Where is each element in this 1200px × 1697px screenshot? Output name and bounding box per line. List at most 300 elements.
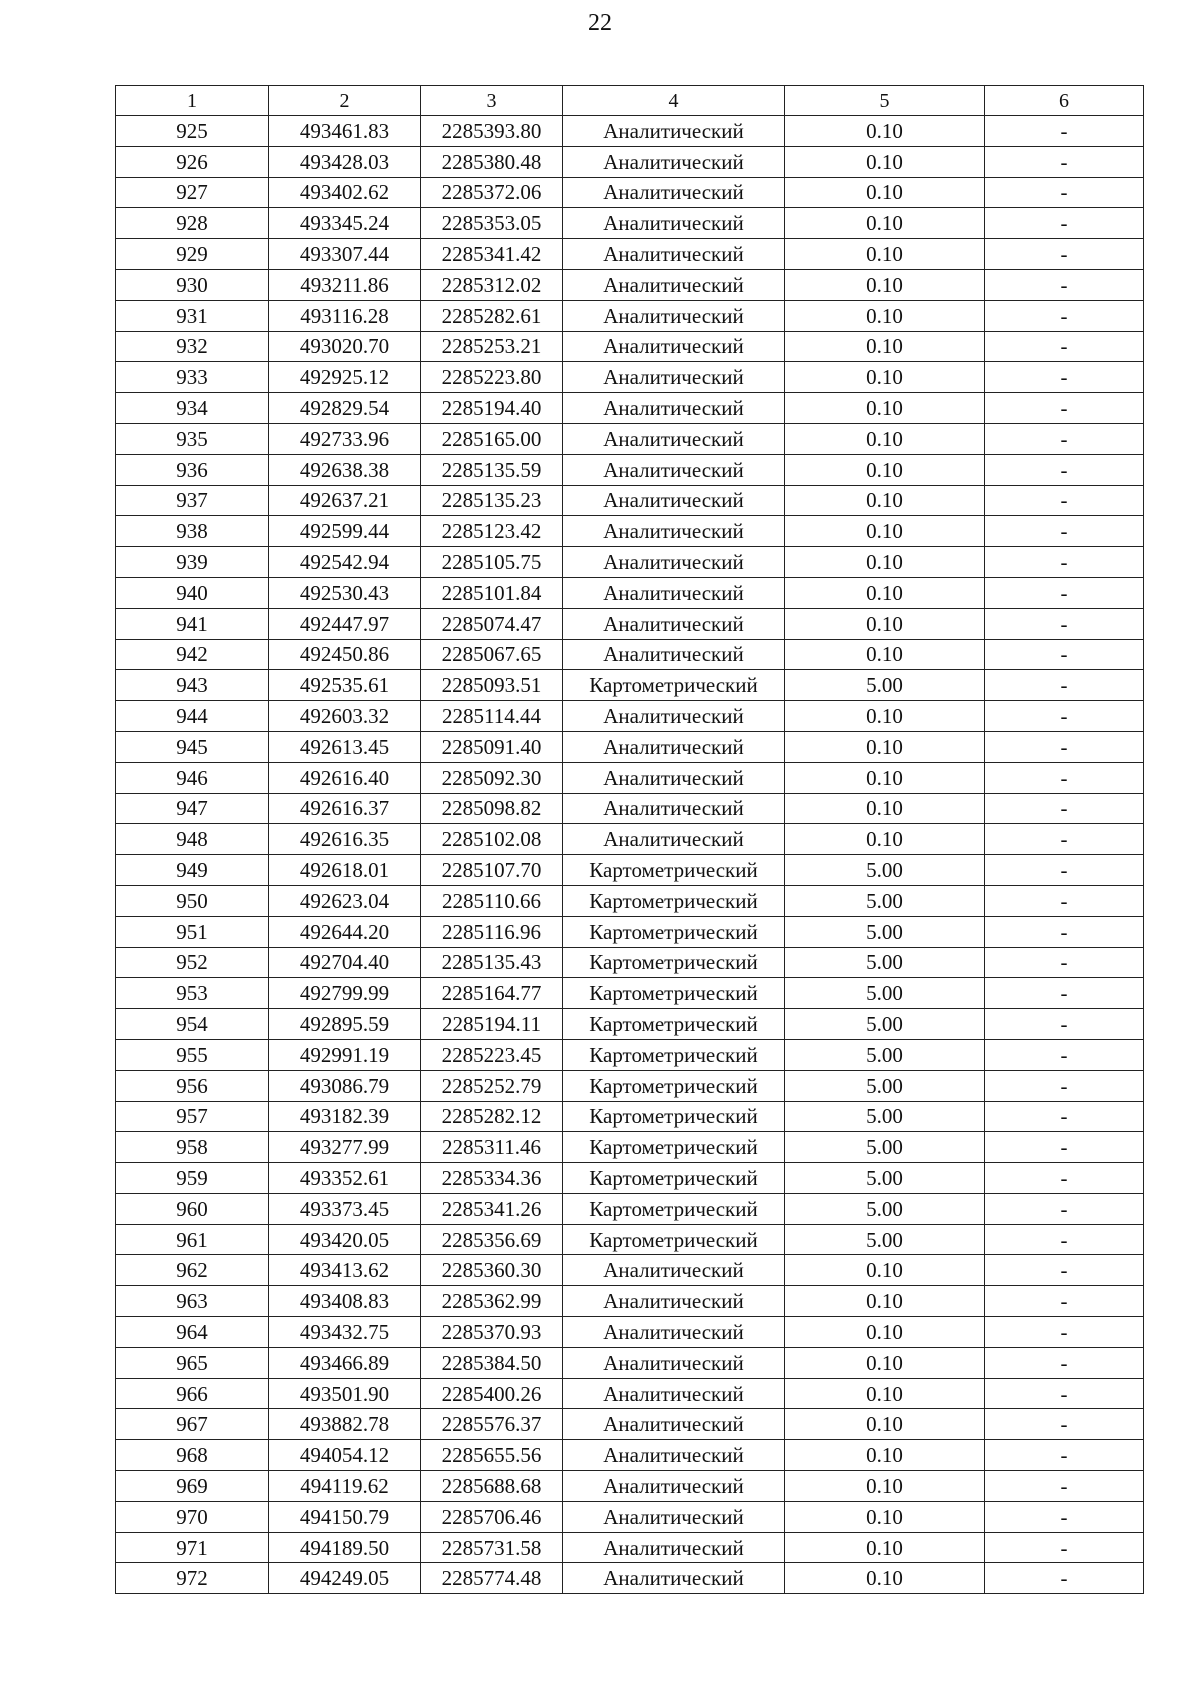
table-row <box>116 208 1144 239</box>
table-row <box>116 146 1144 177</box>
accuracy-cell: 0.10 <box>785 639 985 670</box>
method-cell: Аналитический <box>563 1409 785 1440</box>
table-row <box>116 1317 1144 1348</box>
description-cell: - <box>985 639 1144 670</box>
x-coordinate-cell: 493882.78 <box>269 1409 421 1440</box>
table-row <box>116 1378 1144 1409</box>
point-number-cell: 954 <box>116 1009 269 1040</box>
point-number-cell: 934 <box>116 393 269 424</box>
description-cell: - <box>985 1347 1144 1378</box>
accuracy-cell: 0.10 <box>785 762 985 793</box>
x-coordinate-cell: 493116.28 <box>269 300 421 331</box>
table-row <box>116 177 1144 208</box>
point-number-cell: 947 <box>116 793 269 824</box>
x-coordinate-cell: 493466.89 <box>269 1347 421 1378</box>
description-cell: - <box>985 1193 1144 1224</box>
y-coordinate-cell: 2285116.96 <box>421 916 563 947</box>
y-coordinate-cell: 2285252.79 <box>421 1070 563 1101</box>
table-row <box>116 762 1144 793</box>
column-header-description: 6 <box>985 86 1144 116</box>
x-coordinate-cell: 493307.44 <box>269 239 421 270</box>
y-coordinate-cell: 2285135.43 <box>421 947 563 978</box>
method-cell: Аналитический <box>563 1440 785 1471</box>
y-coordinate-cell: 2285688.68 <box>421 1471 563 1502</box>
accuracy-cell: 5.00 <box>785 1193 985 1224</box>
y-coordinate-cell: 2285114.44 <box>421 701 563 732</box>
description-cell: - <box>985 793 1144 824</box>
x-coordinate-cell: 493020.70 <box>269 331 421 362</box>
method-cell: Аналитический <box>563 177 785 208</box>
table-row <box>116 577 1144 608</box>
y-coordinate-cell: 2285067.65 <box>421 639 563 670</box>
point-number-cell: 941 <box>116 608 269 639</box>
method-cell: Аналитический <box>563 485 785 516</box>
point-number-cell: 933 <box>116 362 269 393</box>
accuracy-cell: 0.10 <box>785 516 985 547</box>
description-cell: - <box>985 1009 1144 1040</box>
x-coordinate-cell: 493086.79 <box>269 1070 421 1101</box>
description-cell: - <box>985 1317 1144 1348</box>
y-coordinate-cell: 2285164.77 <box>421 978 563 1009</box>
accuracy-cell: 0.10 <box>785 793 985 824</box>
description-cell: - <box>985 1409 1144 1440</box>
point-number-cell: 925 <box>116 116 269 147</box>
table-row <box>116 269 1144 300</box>
accuracy-cell: 5.00 <box>785 670 985 701</box>
x-coordinate-cell: 494119.62 <box>269 1471 421 1502</box>
table-row <box>116 1224 1144 1255</box>
y-coordinate-cell: 2285092.30 <box>421 762 563 793</box>
y-coordinate-cell: 2285370.93 <box>421 1317 563 1348</box>
method-cell: Аналитический <box>563 608 785 639</box>
table-row <box>116 608 1144 639</box>
y-coordinate-cell: 2285101.84 <box>421 577 563 608</box>
table-row <box>116 423 1144 454</box>
accuracy-cell: 0.10 <box>785 1532 985 1563</box>
accuracy-cell: 0.10 <box>785 300 985 331</box>
accuracy-cell: 0.10 <box>785 116 985 147</box>
point-number-cell: 948 <box>116 824 269 855</box>
x-coordinate-cell: 492895.59 <box>269 1009 421 1040</box>
point-number-cell: 932 <box>116 331 269 362</box>
y-coordinate-cell: 2285774.48 <box>421 1563 563 1594</box>
description-cell: - <box>985 608 1144 639</box>
x-coordinate-cell: 492542.94 <box>269 547 421 578</box>
description-cell: - <box>985 269 1144 300</box>
y-coordinate-cell: 2285372.06 <box>421 177 563 208</box>
description-cell: - <box>985 1501 1144 1532</box>
x-coordinate-cell: 492535.61 <box>269 670 421 701</box>
description-cell: - <box>985 116 1144 147</box>
method-cell: Аналитический <box>563 1286 785 1317</box>
point-number-cell: 971 <box>116 1532 269 1563</box>
method-cell: Аналитический <box>563 824 785 855</box>
y-coordinate-cell: 2285135.23 <box>421 485 563 516</box>
x-coordinate-cell: 493182.39 <box>269 1101 421 1132</box>
point-number-cell: 968 <box>116 1440 269 1471</box>
method-cell: Аналитический <box>563 577 785 608</box>
x-coordinate-cell: 492613.45 <box>269 731 421 762</box>
x-coordinate-cell: 492616.40 <box>269 762 421 793</box>
point-number-cell: 929 <box>116 239 269 270</box>
method-cell: Картометрический <box>563 885 785 916</box>
table-row <box>116 885 1144 916</box>
method-cell: Аналитический <box>563 116 785 147</box>
point-number-cell: 944 <box>116 701 269 732</box>
point-number-cell: 945 <box>116 731 269 762</box>
method-cell: Картометрический <box>563 1101 785 1132</box>
point-number-cell: 930 <box>116 269 269 300</box>
method-cell: Картометрический <box>563 1224 785 1255</box>
description-cell: - <box>985 331 1144 362</box>
table-row <box>116 639 1144 670</box>
method-cell: Аналитический <box>563 701 785 732</box>
description-cell: - <box>985 1471 1144 1502</box>
point-number-cell: 931 <box>116 300 269 331</box>
table-row <box>116 239 1144 270</box>
y-coordinate-cell: 2285282.12 <box>421 1101 563 1132</box>
accuracy-cell: 0.10 <box>785 608 985 639</box>
description-cell: - <box>985 393 1144 424</box>
accuracy-cell: 5.00 <box>785 1070 985 1101</box>
accuracy-cell: 0.10 <box>785 577 985 608</box>
accuracy-cell: 0.10 <box>785 1317 985 1348</box>
point-number-cell: 937 <box>116 485 269 516</box>
y-coordinate-cell: 2285341.26 <box>421 1193 563 1224</box>
y-coordinate-cell: 2285110.66 <box>421 885 563 916</box>
description-cell: - <box>985 1163 1144 1194</box>
table-row <box>116 824 1144 855</box>
x-coordinate-cell: 493408.83 <box>269 1286 421 1317</box>
y-coordinate-cell: 2285576.37 <box>421 1409 563 1440</box>
column-header-accuracy: 5 <box>785 86 985 116</box>
description-cell: - <box>985 516 1144 547</box>
accuracy-cell: 0.10 <box>785 177 985 208</box>
method-cell: Аналитический <box>563 423 785 454</box>
x-coordinate-cell: 494189.50 <box>269 1532 421 1563</box>
x-coordinate-cell: 492450.86 <box>269 639 421 670</box>
table-row <box>116 1132 1144 1163</box>
accuracy-cell: 0.10 <box>785 1563 985 1594</box>
point-number-cell: 950 <box>116 885 269 916</box>
point-number-cell: 964 <box>116 1317 269 1348</box>
description-cell: - <box>985 1070 1144 1101</box>
x-coordinate-cell: 494249.05 <box>269 1563 421 1594</box>
accuracy-cell: 5.00 <box>785 978 985 1009</box>
method-cell: Аналитический <box>563 1501 785 1532</box>
y-coordinate-cell: 2285282.61 <box>421 300 563 331</box>
point-number-cell: 926 <box>116 146 269 177</box>
x-coordinate-cell: 492447.97 <box>269 608 421 639</box>
y-coordinate-cell: 2285360.30 <box>421 1255 563 1286</box>
point-number-cell: 942 <box>116 639 269 670</box>
description-cell: - <box>985 1255 1144 1286</box>
accuracy-cell: 0.10 <box>785 824 985 855</box>
table-row <box>116 1163 1144 1194</box>
point-number-cell: 951 <box>116 916 269 947</box>
y-coordinate-cell: 2285353.05 <box>421 208 563 239</box>
table-row <box>116 793 1144 824</box>
x-coordinate-cell: 493432.75 <box>269 1317 421 1348</box>
accuracy-cell: 5.00 <box>785 1224 985 1255</box>
point-number-cell: 938 <box>116 516 269 547</box>
accuracy-cell: 0.10 <box>785 485 985 516</box>
accuracy-cell: 0.10 <box>785 146 985 177</box>
y-coordinate-cell: 2285223.80 <box>421 362 563 393</box>
description-cell: - <box>985 1440 1144 1471</box>
table-row <box>116 1255 1144 1286</box>
table-row <box>116 1501 1144 1532</box>
point-number-cell: 928 <box>116 208 269 239</box>
x-coordinate-cell: 493428.03 <box>269 146 421 177</box>
x-coordinate-cell: 492623.04 <box>269 885 421 916</box>
y-coordinate-cell: 2285655.56 <box>421 1440 563 1471</box>
x-coordinate-cell: 492616.35 <box>269 824 421 855</box>
description-cell: - <box>985 1224 1144 1255</box>
table-row <box>116 1009 1144 1040</box>
method-cell: Аналитический <box>563 639 785 670</box>
point-number-cell: 972 <box>116 1563 269 1594</box>
y-coordinate-cell: 2285091.40 <box>421 731 563 762</box>
method-cell: Аналитический <box>563 1378 785 1409</box>
x-coordinate-cell: 492603.32 <box>269 701 421 732</box>
y-coordinate-cell: 2285731.58 <box>421 1532 563 1563</box>
coordinates-table <box>115 85 1144 1594</box>
table-row <box>116 547 1144 578</box>
description-cell: - <box>985 577 1144 608</box>
x-coordinate-cell: 492991.19 <box>269 1039 421 1070</box>
table-row <box>116 1286 1144 1317</box>
y-coordinate-cell: 2285311.46 <box>421 1132 563 1163</box>
method-cell: Картометрический <box>563 1163 785 1194</box>
x-coordinate-cell: 492644.20 <box>269 916 421 947</box>
description-cell: - <box>985 485 1144 516</box>
point-number-cell: 943 <box>116 670 269 701</box>
method-cell: Аналитический <box>563 239 785 270</box>
table-row <box>116 1347 1144 1378</box>
column-header-x: 2 <box>269 86 421 116</box>
point-number-cell: 949 <box>116 855 269 886</box>
table-row <box>116 454 1144 485</box>
y-coordinate-cell: 2285400.26 <box>421 1378 563 1409</box>
accuracy-cell: 0.10 <box>785 331 985 362</box>
accuracy-cell: 0.10 <box>785 731 985 762</box>
table-row <box>116 362 1144 393</box>
accuracy-cell: 0.10 <box>785 701 985 732</box>
x-coordinate-cell: 493211.86 <box>269 269 421 300</box>
method-cell: Аналитический <box>563 1532 785 1563</box>
table-row <box>116 855 1144 886</box>
description-cell: - <box>985 885 1144 916</box>
y-coordinate-cell: 2285074.47 <box>421 608 563 639</box>
x-coordinate-cell: 493345.24 <box>269 208 421 239</box>
y-coordinate-cell: 2285107.70 <box>421 855 563 886</box>
y-coordinate-cell: 2285165.00 <box>421 423 563 454</box>
x-coordinate-cell: 493413.62 <box>269 1255 421 1286</box>
point-number-cell: 957 <box>116 1101 269 1132</box>
table-row <box>116 1532 1144 1563</box>
x-coordinate-cell: 494150.79 <box>269 1501 421 1532</box>
x-coordinate-cell: 492618.01 <box>269 855 421 886</box>
y-coordinate-cell: 2285362.99 <box>421 1286 563 1317</box>
method-cell: Картометрический <box>563 1009 785 1040</box>
method-cell: Аналитический <box>563 793 785 824</box>
accuracy-cell: 5.00 <box>785 1039 985 1070</box>
description-cell: - <box>985 1378 1144 1409</box>
accuracy-cell: 0.10 <box>785 1347 985 1378</box>
x-coordinate-cell: 492829.54 <box>269 393 421 424</box>
method-cell: Аналитический <box>563 269 785 300</box>
point-number-cell: 946 <box>116 762 269 793</box>
point-number-cell: 969 <box>116 1471 269 1502</box>
y-coordinate-cell: 2285194.40 <box>421 393 563 424</box>
accuracy-cell: 0.10 <box>785 1440 985 1471</box>
y-coordinate-cell: 2285341.42 <box>421 239 563 270</box>
x-coordinate-cell: 493420.05 <box>269 1224 421 1255</box>
x-coordinate-cell: 492733.96 <box>269 423 421 454</box>
description-cell: - <box>985 1286 1144 1317</box>
y-coordinate-cell: 2285102.08 <box>421 824 563 855</box>
point-number-cell: 935 <box>116 423 269 454</box>
column-header-point-number: 1 <box>116 86 269 116</box>
accuracy-cell: 0.10 <box>785 1409 985 1440</box>
method-cell: Картометрический <box>563 916 785 947</box>
method-cell: Аналитический <box>563 208 785 239</box>
accuracy-cell: 5.00 <box>785 1163 985 1194</box>
point-number-cell: 936 <box>116 454 269 485</box>
accuracy-cell: 0.10 <box>785 393 985 424</box>
y-coordinate-cell: 2285706.46 <box>421 1501 563 1532</box>
description-cell: - <box>985 1101 1144 1132</box>
accuracy-cell: 0.10 <box>785 362 985 393</box>
method-cell: Аналитический <box>563 1347 785 1378</box>
method-cell: Картометрический <box>563 947 785 978</box>
x-coordinate-cell: 493402.62 <box>269 177 421 208</box>
y-coordinate-cell: 2285098.82 <box>421 793 563 824</box>
method-cell: Аналитический <box>563 516 785 547</box>
table-row <box>116 1409 1144 1440</box>
table-row <box>116 916 1144 947</box>
x-coordinate-cell: 492925.12 <box>269 362 421 393</box>
description-cell: - <box>985 547 1144 578</box>
point-number-cell: 953 <box>116 978 269 1009</box>
method-cell: Аналитический <box>563 547 785 578</box>
accuracy-cell: 0.10 <box>785 208 985 239</box>
table-row <box>116 701 1144 732</box>
table-row <box>116 1440 1144 1471</box>
description-cell: - <box>985 855 1144 886</box>
accuracy-cell: 0.10 <box>785 269 985 300</box>
method-cell: Картометрический <box>563 978 785 1009</box>
table-row <box>116 300 1144 331</box>
method-cell: Картометрический <box>563 1070 785 1101</box>
table-row <box>116 1563 1144 1594</box>
description-cell: - <box>985 670 1144 701</box>
x-coordinate-cell: 492616.37 <box>269 793 421 824</box>
table-row <box>116 670 1144 701</box>
point-number-cell: 965 <box>116 1347 269 1378</box>
point-number-cell: 927 <box>116 177 269 208</box>
description-cell: - <box>985 824 1144 855</box>
x-coordinate-cell: 493352.61 <box>269 1163 421 1194</box>
x-coordinate-cell: 492704.40 <box>269 947 421 978</box>
table-row <box>116 947 1144 978</box>
description-cell: - <box>985 1563 1144 1594</box>
description-cell: - <box>985 978 1144 1009</box>
point-number-cell: 960 <box>116 1193 269 1224</box>
table-row <box>116 1471 1144 1502</box>
x-coordinate-cell: 492638.38 <box>269 454 421 485</box>
description-cell: - <box>985 731 1144 762</box>
point-number-cell: 970 <box>116 1501 269 1532</box>
method-cell: Картометрический <box>563 1039 785 1070</box>
point-number-cell: 962 <box>116 1255 269 1286</box>
point-number-cell: 967 <box>116 1409 269 1440</box>
table-row <box>116 1101 1144 1132</box>
method-cell: Картометрический <box>563 670 785 701</box>
x-coordinate-cell: 493277.99 <box>269 1132 421 1163</box>
accuracy-cell: 0.10 <box>785 1501 985 1532</box>
page-number: 22 <box>588 10 612 36</box>
table-body <box>116 116 1144 1594</box>
point-number-cell: 939 <box>116 547 269 578</box>
description-cell: - <box>985 177 1144 208</box>
accuracy-cell: 0.10 <box>785 239 985 270</box>
y-coordinate-cell: 2285384.50 <box>421 1347 563 1378</box>
accuracy-cell: 5.00 <box>785 1101 985 1132</box>
method-cell: Аналитический <box>563 1255 785 1286</box>
table-row <box>116 485 1144 516</box>
accuracy-cell: 5.00 <box>785 916 985 947</box>
description-cell: - <box>985 208 1144 239</box>
point-number-cell: 959 <box>116 1163 269 1194</box>
description-cell: - <box>985 146 1144 177</box>
point-number-cell: 958 <box>116 1132 269 1163</box>
accuracy-cell: 0.10 <box>785 423 985 454</box>
accuracy-cell: 0.10 <box>785 454 985 485</box>
point-number-cell: 961 <box>116 1224 269 1255</box>
y-coordinate-cell: 2285312.02 <box>421 269 563 300</box>
column-header-method: 4 <box>563 86 785 116</box>
method-cell: Аналитический <box>563 454 785 485</box>
method-cell: Аналитический <box>563 1317 785 1348</box>
accuracy-cell: 5.00 <box>785 947 985 978</box>
point-number-cell: 955 <box>116 1039 269 1070</box>
table-row <box>116 978 1144 1009</box>
x-coordinate-cell: 492637.21 <box>269 485 421 516</box>
y-coordinate-cell: 2285093.51 <box>421 670 563 701</box>
accuracy-cell: 0.10 <box>785 1378 985 1409</box>
x-coordinate-cell: 494054.12 <box>269 1440 421 1471</box>
description-cell: - <box>985 1132 1144 1163</box>
accuracy-cell: 5.00 <box>785 1132 985 1163</box>
point-number-cell: 963 <box>116 1286 269 1317</box>
table-row <box>116 1070 1144 1101</box>
y-coordinate-cell: 2285356.69 <box>421 1224 563 1255</box>
method-cell: Аналитический <box>563 1471 785 1502</box>
method-cell: Аналитический <box>563 731 785 762</box>
method-cell: Аналитический <box>563 146 785 177</box>
point-number-cell: 966 <box>116 1378 269 1409</box>
table-row <box>116 393 1144 424</box>
y-coordinate-cell: 2285194.11 <box>421 1009 563 1040</box>
x-coordinate-cell: 492530.43 <box>269 577 421 608</box>
y-coordinate-cell: 2285105.75 <box>421 547 563 578</box>
x-coordinate-cell: 492799.99 <box>269 978 421 1009</box>
column-header-y: 3 <box>421 86 563 116</box>
y-coordinate-cell: 2285123.42 <box>421 516 563 547</box>
point-number-cell: 956 <box>116 1070 269 1101</box>
